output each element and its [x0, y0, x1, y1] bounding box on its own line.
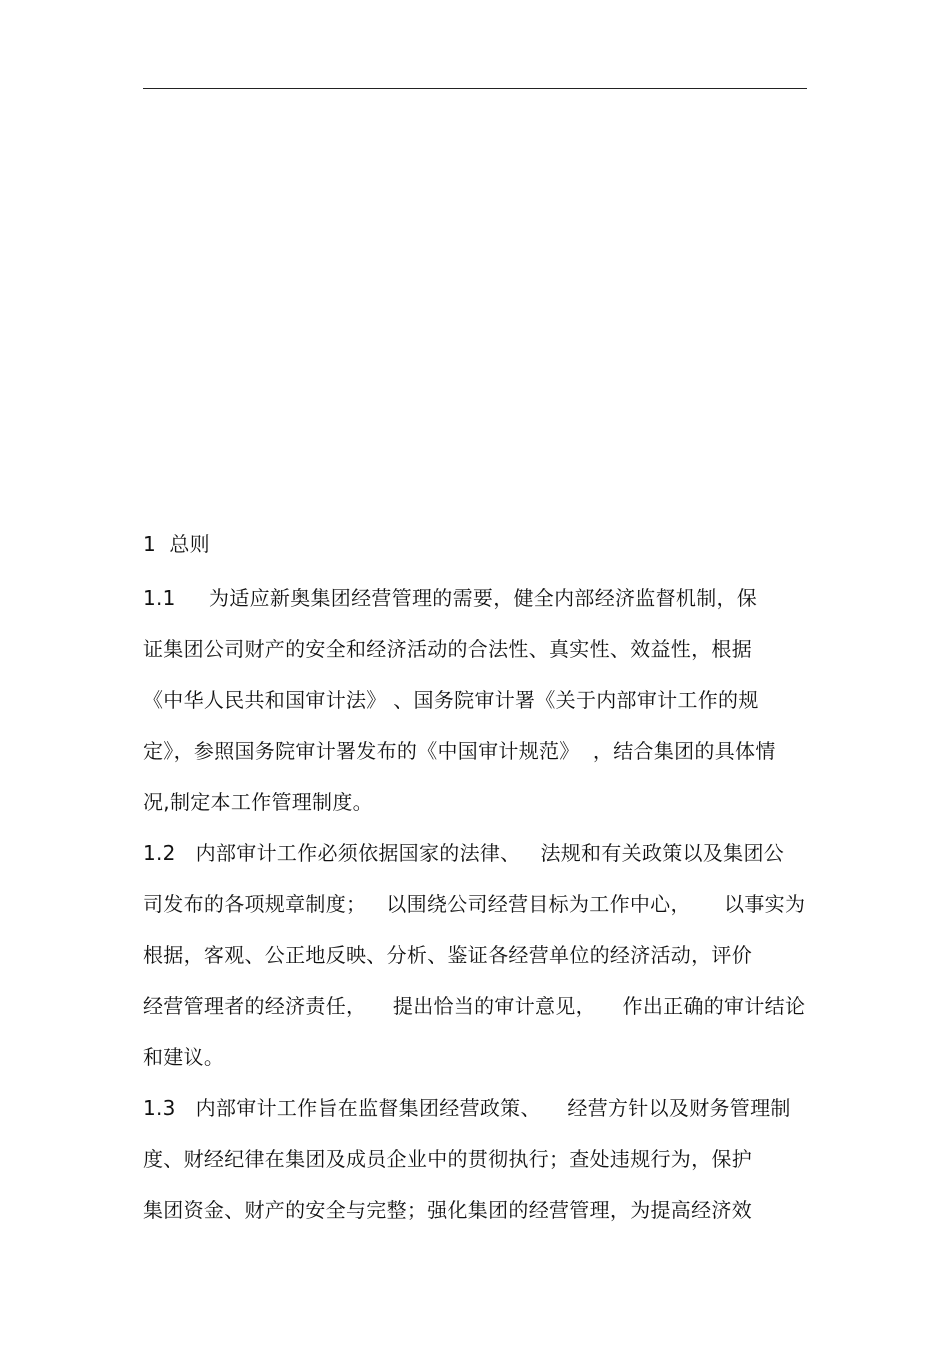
paragraph-line: 定》，参照国务院审计署发布的《中国审计规范》 ，结合集团的具体情: [143, 739, 776, 763]
section-heading: 1 总则: [143, 532, 210, 556]
paragraph-line: 度、财经纪律在集团及成员企业中的贯彻执行；查处违规行为，保护: [143, 1147, 752, 1171]
paragraph-line: 况,制定本工作管理制度。: [143, 790, 373, 814]
paragraph-line: 集团资金、财产的安全与完整；强化集团的经营管理，为提高经济效: [143, 1198, 752, 1222]
paragraph-line: 根据，客观、公正地反映、分析、鉴证各经营单位的经济活动，评价: [143, 943, 752, 967]
paragraph-line: 证集团公司财产的安全和经济活动的合法性、真实性、效益性，根据: [143, 637, 752, 661]
paragraph-line: 1.1 为适应新奥集团经营管理的需要，健全内部经济监督机制，保: [143, 586, 758, 610]
paragraph-line: 1.3 内部审计工作旨在监督集团经营政策、 经营方针以及财务管理制: [143, 1096, 791, 1120]
paragraph-line: 司发布的各项规章制度； 以围绕公司经营目标为工作中心， 以事实为: [143, 892, 806, 916]
paragraph-line: 1.2 内部审计工作必须依据国家的法律、 法规和有关政策以及集团公: [143, 841, 785, 865]
paragraph-line: 经营管理者的经济责任， 提出恰当的审计意见， 作出正确的审计结论: [143, 994, 806, 1018]
document-body: [143, 527, 823, 1244]
paragraph-line: 《中华人民共和国审计法》 、国务院审计署《关于内部审计工作的规: [143, 688, 759, 712]
paragraph-line: 和建议。: [143, 1045, 225, 1069]
header-rule: [143, 88, 807, 89]
